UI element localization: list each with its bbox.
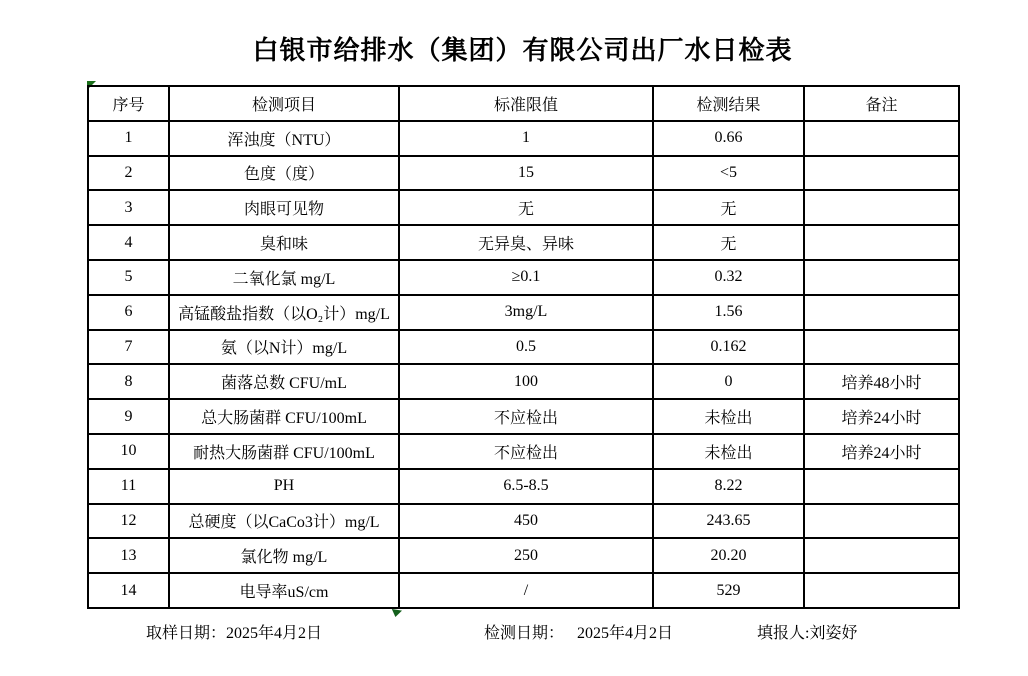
test-date	[484, 620, 673, 643]
cell-item: 高锰酸盐指数（以O₂计）mg/L	[169, 295, 399, 330]
table-row	[88, 573, 959, 608]
cell-limit: 100	[399, 364, 653, 399]
cell-item: 肉眼可见物	[169, 190, 399, 225]
table-row	[88, 121, 959, 156]
cell-result: <5	[653, 156, 804, 191]
reporter	[757, 620, 857, 643]
page-title: 白银市给排水（集团）有限公司出厂水日检表	[252, 35, 793, 65]
cell-result: 未检出	[653, 434, 804, 469]
col-header-no: 序号	[88, 86, 169, 121]
cell-result: 8.22	[653, 469, 804, 504]
col-header-remark: 备注	[804, 86, 959, 121]
cell-item: 氯化物 mg/L	[169, 538, 399, 573]
cell-limit: 不应检出	[399, 399, 653, 434]
cell-limit: 无异臭、异味	[399, 225, 653, 260]
cell-no: 14	[88, 573, 169, 608]
cell-no: 5	[88, 260, 169, 295]
cell-limit: 6.5-8.5	[399, 469, 653, 504]
table-row	[88, 330, 959, 365]
cell-result: 无	[653, 190, 804, 225]
cell-remark	[804, 469, 959, 504]
cell-remark: 培养24小时	[804, 434, 959, 469]
header-row	[88, 86, 959, 121]
cell-no: 13	[88, 538, 169, 573]
table-row	[88, 190, 959, 225]
cell-remark	[804, 504, 959, 539]
cell-remark	[804, 121, 959, 156]
cell-limit: 1	[399, 121, 653, 156]
cell-remark	[804, 573, 959, 608]
table-row	[88, 260, 959, 295]
cell-no: 8	[88, 364, 169, 399]
cell-item: 氨（以N计）mg/L	[169, 330, 399, 365]
cell-limit: 不应检出	[399, 434, 653, 469]
cell-item: 电导率uS/cm	[169, 573, 399, 608]
cell-no: 2	[88, 156, 169, 191]
cell-result: 0	[653, 364, 804, 399]
table-row	[88, 504, 959, 539]
cell-no: 10	[88, 434, 169, 469]
cell-remark: 培养24小时	[804, 399, 959, 434]
col-header-result: 检测结果	[653, 86, 804, 121]
cell-result: 未检出	[653, 399, 804, 434]
cell-limit: 0.5	[399, 330, 653, 365]
cell-limit: ≥0.1	[399, 260, 653, 295]
table-row	[88, 295, 959, 330]
cell-limit: 250	[399, 538, 653, 573]
cell-result: 0.162	[653, 330, 804, 365]
test-date-value: 2025年4月2日	[577, 625, 674, 642]
table-row	[88, 538, 959, 573]
cell-remark: 培养48小时	[804, 364, 959, 399]
cell-limit: 无	[399, 190, 653, 225]
cell-limit: 15	[399, 156, 653, 191]
sampling-date-label: 取样日期：	[146, 625, 227, 642]
sampling-date	[146, 620, 322, 643]
cell-no: 3	[88, 190, 169, 225]
green-arrow-marker	[390, 609, 402, 617]
cell-remark	[804, 330, 959, 365]
sampling-date-value: 2025年4月2日	[226, 625, 323, 642]
cell-result: 243.65	[653, 504, 804, 539]
cell-result: 无	[653, 225, 804, 260]
reporter-label: 填报人:	[757, 625, 810, 642]
cell-no: 7	[88, 330, 169, 365]
cell-result: 0.32	[653, 260, 804, 295]
cell-result: 1.56	[653, 295, 804, 330]
table-row	[88, 434, 959, 469]
daily-inspection-table	[87, 85, 960, 609]
table-row	[88, 156, 959, 191]
cell-item: PH	[169, 469, 399, 504]
cell-remark	[804, 225, 959, 260]
col-header-item: 检测项目	[169, 86, 399, 121]
cell-no: 4	[88, 225, 169, 260]
cell-remark	[804, 190, 959, 225]
cell-no: 9	[88, 399, 169, 434]
cell-item: 总硬度（以CaCo3计）mg/L	[169, 504, 399, 539]
cell-item: 二氧化氯 mg/L	[169, 260, 399, 295]
table-row	[88, 469, 959, 504]
cell-no: 12	[88, 504, 169, 539]
cell-no: 1	[88, 121, 169, 156]
table-row	[88, 399, 959, 434]
cell-item: 色度（度）	[169, 156, 399, 191]
cell-item: 总大肠菌群 CFU/100mL	[169, 399, 399, 434]
cell-result: 529	[653, 573, 804, 608]
cell-limit: /	[399, 573, 653, 608]
table-row	[88, 364, 959, 399]
cell-remark	[804, 260, 959, 295]
cell-no: 11	[88, 469, 169, 504]
cell-item: 臭和味	[169, 225, 399, 260]
cell-result: 0.66	[653, 121, 804, 156]
cell-no: 6	[88, 295, 169, 330]
cell-remark	[804, 538, 959, 573]
cell-item: 耐热大肠菌群 CFU/100mL	[169, 434, 399, 469]
cell-limit: 3mg/L	[399, 295, 653, 330]
cell-item: 菌落总数 CFU/mL	[169, 364, 399, 399]
cell-limit: 450	[399, 504, 653, 539]
reporter-name: 刘姿妤	[809, 625, 858, 642]
cell-remark	[804, 156, 959, 191]
col-header-limit: 标准限值	[399, 86, 653, 121]
cell-remark	[804, 295, 959, 330]
test-date-label: 检测日期：	[484, 625, 565, 642]
cell-result: 20.20	[653, 538, 804, 573]
table-row	[88, 225, 959, 260]
cell-item: 浑浊度（NTU）	[169, 121, 399, 156]
